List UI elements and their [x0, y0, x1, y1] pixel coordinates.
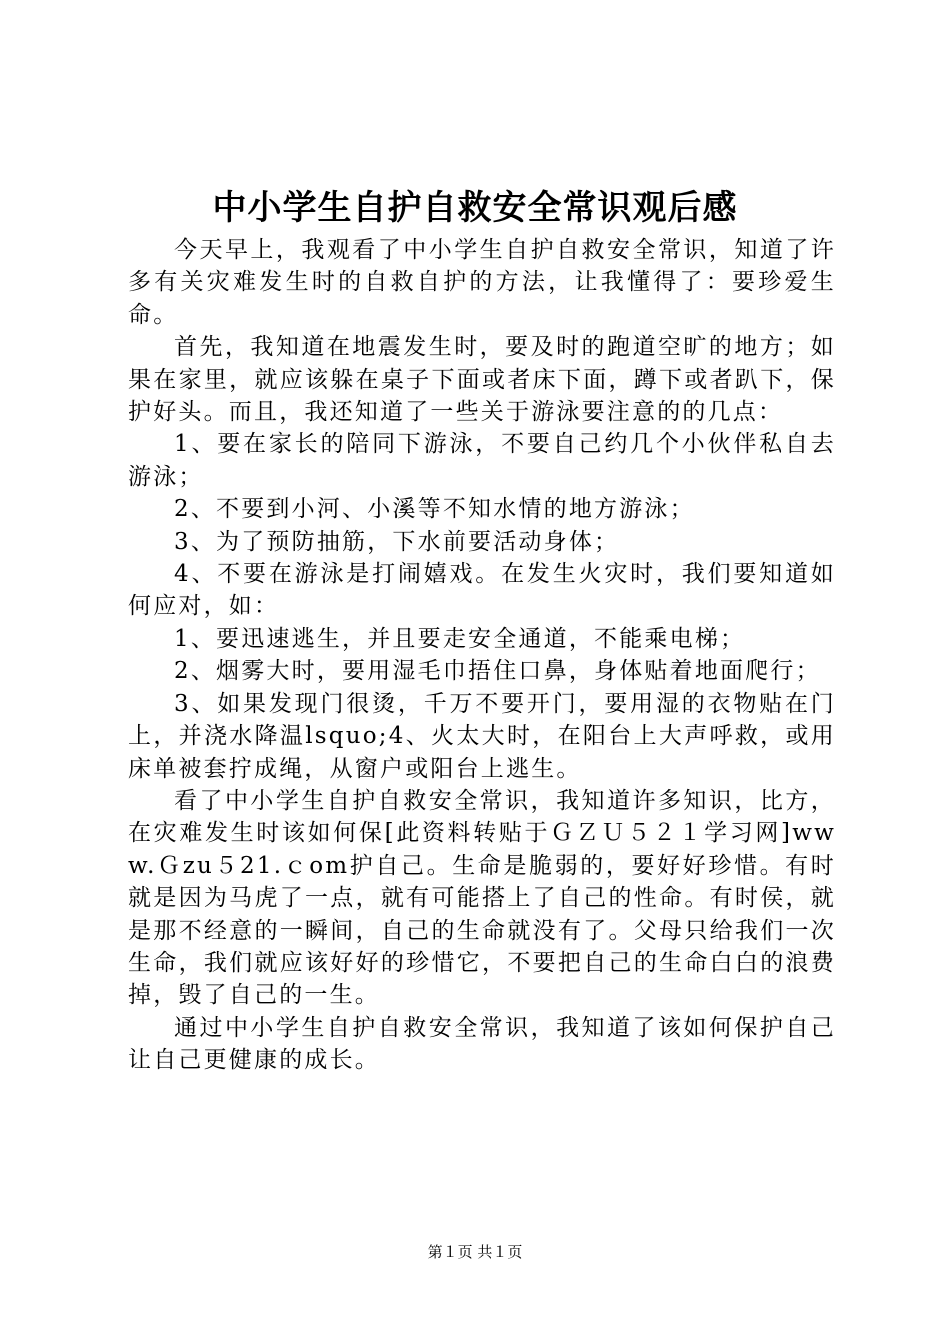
paragraph-1: 今天早上，我观看了中小学生自护自救安全常识，知道了许多有关灾难发生时的自救自护的方法，让我懂得了：要珍爱生命。 — [128, 237, 836, 328]
paragraph-9: 3、如果发现门很烫，千万不要开门，要用湿的衣物贴在门上，并浇水降温lsquo;4、火太大时，在阳台上大声呼救，或用床单被套拧成绳，从窗户或阳台上逃生。 — [128, 690, 836, 782]
paragraph-3: 1、要在家长的陪同下游泳，不要自己约几个小伙伴私自去游泳； — [128, 431, 836, 490]
document-body — [128, 234, 836, 1077]
paragraph-5: 3、为了预防抽筋，下水前要活动身体； — [174, 528, 620, 555]
paragraph-2: 首先，我知道在地震发生时，要及时的跑道空旷的地方；如果在家里，就应该躲在桌子下面或者床下面，蹲下或者趴下，保护好头。而且，我还知道了一些关于游泳要注意的的几点： — [128, 334, 836, 426]
paragraph-8: 2、烟雾大时，要用湿毛巾捂住口鼻，身体贴着地面爬行； — [174, 658, 821, 685]
paragraph-10: 看了中小学生自护自救安全常识，我知道许多知识，比方，在灾难发生时该如何保[此资料转贴于ＧＺＵ５２１学习网]www.Ｇzu５21.ｃom护自己。生命是脆弱的，要好好珍惜。有时就是因为马虎了一点，就有可能搭上了自己的性命。有时侯，就是那不经意的一瞬间，自己的生命就没有了。父母只给我们一次生命，我们就应该好好的珍惜它，不要把自己的生命白白的浪费掉，毁了自己的一生。 — [128, 787, 836, 1009]
paragraph-6: 4、不要在游泳是打闹嬉戏。在发生火灾时，我们要知道如何应对，如： — [128, 561, 836, 620]
document-title: 中小学生自护自救安全常识观后感 — [212, 188, 738, 228]
paragraph-7: 1、要迅速逃生，并且要走安全通道，不能乘电梯； — [174, 625, 746, 652]
paragraph-11: 通过中小学生自护自救安全常识，我知道了该如何保护自己让自己更健康的成长。 — [128, 1014, 836, 1074]
paragraph-4: 2、不要到小河、小溪等不知水情的地方游泳； — [174, 496, 695, 523]
page-footer: 第１页 共１页 — [427, 1243, 523, 1261]
